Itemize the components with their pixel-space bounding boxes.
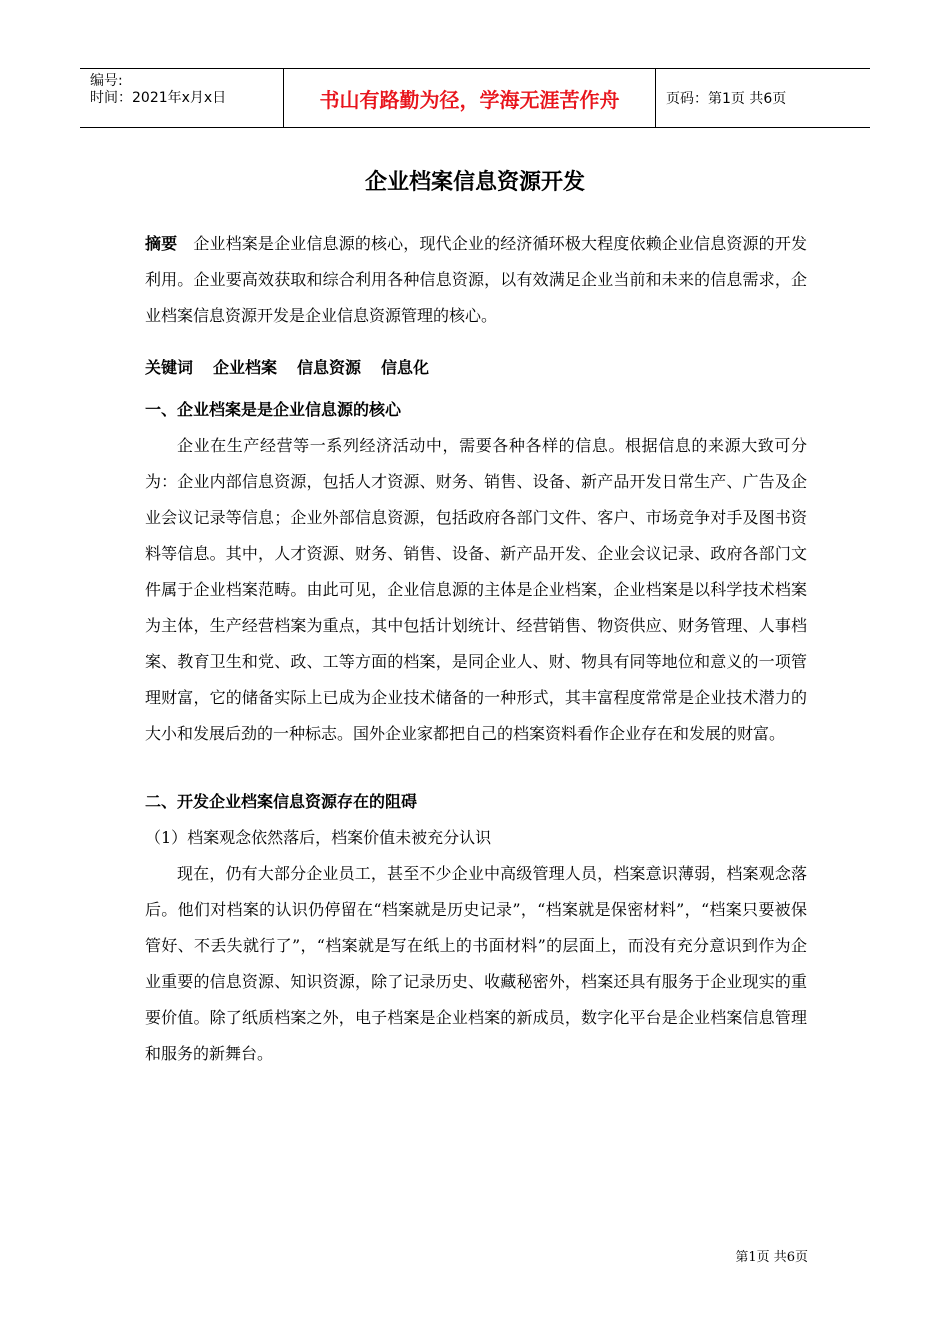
abstract-text: 企业档案是企业信息源的核心，现代企业的经济循环极大程度依赖企业信息资源的开发利用。企业要高效获取和综合利用各种信息资源，以有效满足企业当前和未来的信息需求，企业档案信息资源开发是企业信息资源管理的核心。	[145, 234, 807, 325]
section1-paragraph: 企业在生产经营等一系列经济活动中，需要各种各样的信息。根据信息的来源大致可分为：企业内部信息资源，包括人才资源、财务、销售、设备、新产品开发日常生产、广告及企业会议记录等信息；企业外部信息资源，包括政府各部门文件、客户、市场竞争对手及图书资料等信息。其中，人才资源、财务、销售、设备、新产品开发、企业会议记录、政府各部门文件属于企业档案范畴。由此可见，企业信息源的主体是企业档案，企业档案是以科学技术档案为主体，生产经营档案为重点，其中包括计划统计、经营销售、物资供应、财务管理、人事档案、教育卫生和党、政、工等方面的档案，是同企业人、财、物具有同等地位和意义的一项管理财富，它的储备实际上已成为企业技术储备的一种形式，其丰富程度常常是企业技术潜力的大小和发展后劲的一种标志。国外企业家都把自己的档案资料看作企业存在和发展的财富。	[145, 436, 807, 743]
section2-heading: 二、开发企业档案信息资源存在的阻碍	[145, 792, 418, 811]
abstract-paragraph	[145, 226, 807, 334]
keyword-item: 信息资源	[297, 358, 362, 377]
keyword-item: 企业档案	[213, 358, 278, 377]
keywords-line	[145, 350, 807, 386]
header-meta	[80, 69, 283, 127]
section1-heading: 一、企业档案是是企业信息源的核心	[145, 400, 402, 419]
header-date: 时间：2021年x月x日	[90, 90, 227, 106]
header-number-label: 编号:	[90, 73, 123, 89]
keywords-label: 关键词	[145, 358, 194, 377]
header-page-info: 页码：第1页 共6页	[666, 91, 787, 107]
document-title: 企业档案信息资源开发	[364, 170, 585, 195]
document-body	[145, 226, 807, 1072]
header-motto: 书山有路勤为径，学海无涯苦作舟	[283, 69, 656, 127]
keyword-item: 信息化	[381, 358, 430, 377]
page-header	[80, 68, 870, 128]
abstract-label: 摘要	[145, 234, 178, 253]
section2-subheading: （1）档案观念依然落后，档案价值未被充分认识	[145, 828, 492, 847]
section2-paragraph: 现在，仍有大部分企业员工，甚至不少企业中高级管理人员，档案意识薄弱，档案观念落后。他们对档案的认识仍停留在“档案就是历史记录”，“档案就是保密材料”，“档案只要被保管好、不丢失就行了”，“档案就是写在纸上的书面材料”的层面上，而没有充分意识到作为企业重要的信息资源、知识资源，除了记录历史、收藏秘密外，档案还具有服务于企业现实的重要价值。除了纸质档案之外，电子档案是企业档案的新成员，数字化平台是企业档案信息管理和服务的新舞台。	[145, 864, 807, 1063]
page-footer: 第1页 共6页	[735, 1250, 808, 1265]
